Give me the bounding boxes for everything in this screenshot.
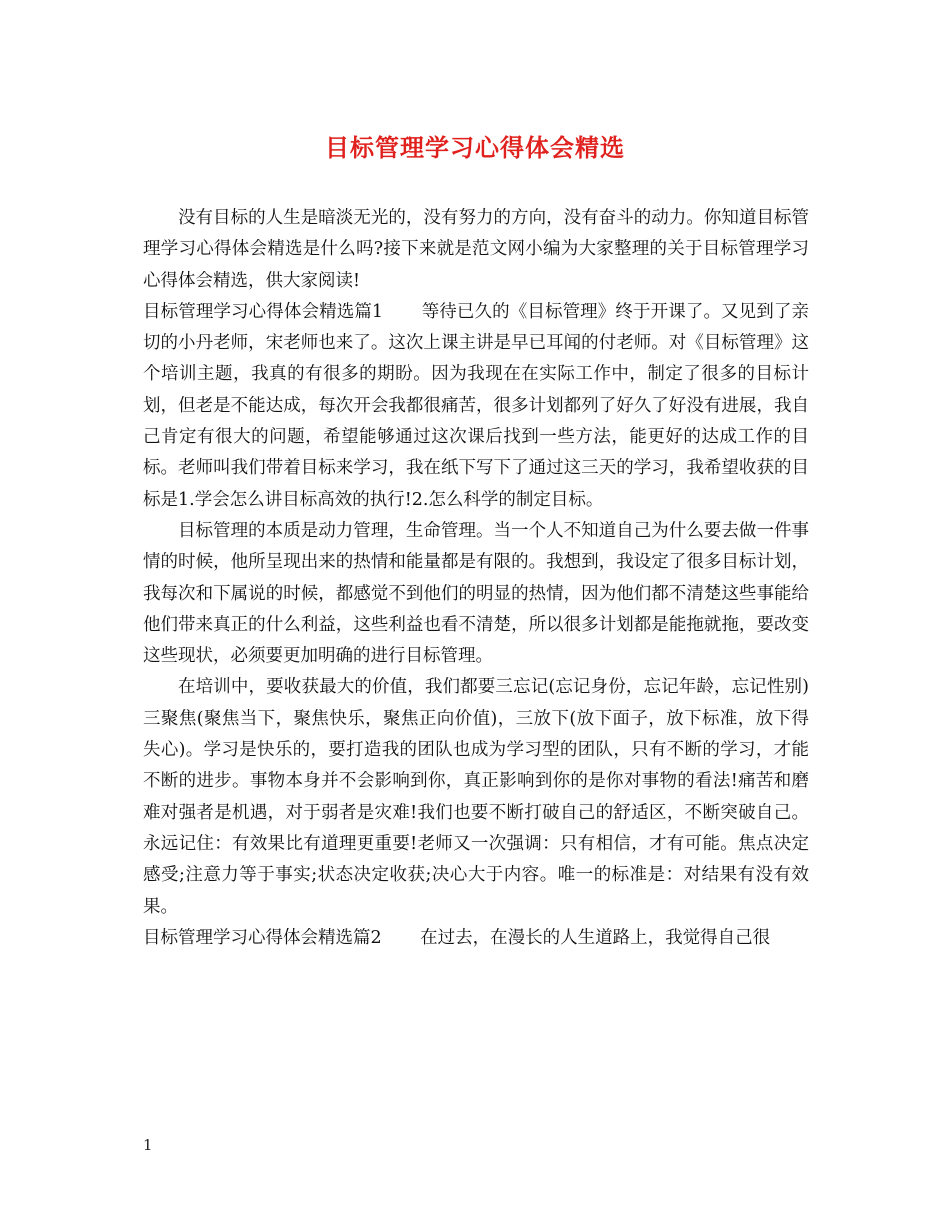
section1-first-paragraph: [143, 297, 809, 516]
document-body: [143, 203, 809, 954]
page-number: 1: [143, 1136, 153, 1154]
section1-paragraph-text: 等待已久的《目标管理》终于开课了。又见到了亲切的小丹老师，宋老师也来了。这次上课主讲是早已耳闻的付老师。对《目标管理》这个培训主题，我真的有很多的期盼。因为我现在在实际工作中，制定了很多的目标计划，但老是不能达成，每次开会我都很痛苦，很多计划都列了好久了好没有进展，我自己肯定有很大的问题，希望能够通过这次课后找到一些方法，能更好的达成工作的目标。老师叫我们带着目标来学习，我在纸下写下了通过这三天的学习，我希望收获的目标是1.学会怎么讲目标高效的执行!2.怎么科学的制定目标。: [143, 301, 810, 510]
section1-heading: 目标管理学习心得体会精选篇1: [143, 301, 384, 322]
section2-paragraph-text: 在过去，在漫长的人生道路上，我觉得自己很: [420, 927, 771, 948]
section2-heading: 目标管理学习心得体会精选篇2: [143, 927, 382, 948]
document-title: 目标管理学习心得体会精选: [325, 133, 625, 162]
section1-paragraph-3: 在培训中，要收获最大的价值，我们都要三忘记(忘记身份，忘记年龄，忘记性别)三聚焦(聚焦当下，聚焦快乐，聚焦正向价值)，三放下(放下面子，放下标准，放下得失心)。学习是快乐的，要打造我的团队也成为学习型的团队，只有不断的学习，才能不断的进步。事物本身并不会影响到你，真正影响到你的是你对事物的看法!痛苦和磨难对强者是机遇，对于弱者是灾难!我们也要不断打破自己的舒适区，不断突破自己。永远记住：有效果比有道理更重要!老师又一次强调：只有相信，才有可能。焦点决定感受;注意力等于事实;状态决定收获;决心大于内容。唯一的标准是：对结果有没有效果。: [143, 677, 809, 917]
intro-paragraph: 没有目标的人生是暗淡无光的，没有努力的方向，没有奋斗的动力。你知道目标管理学习心得体会精选是什么吗?接下来就是范文网小编为大家整理的关于目标管理学习心得体会精选，供大家阅读!: [143, 208, 809, 291]
section1-paragraph-2: 目标管理的本质是动力管理，生命管理。当一个人不知道自己为什么要去做一件事情的时候，他所呈现出来的热情和能量都是有限的。我想到，我设定了很多目标计划，我每次和下属说的时候，都感觉不到他们的明显的热情，因为他们都不清楚这些事能给他们带来真正的什么利益，这些利益也看不清楚，所以很多计划都是能拖就拖，要改变这些现状，必须要更加明确的进行目标管理。: [143, 520, 809, 667]
section2-first-paragraph: [143, 923, 809, 954]
